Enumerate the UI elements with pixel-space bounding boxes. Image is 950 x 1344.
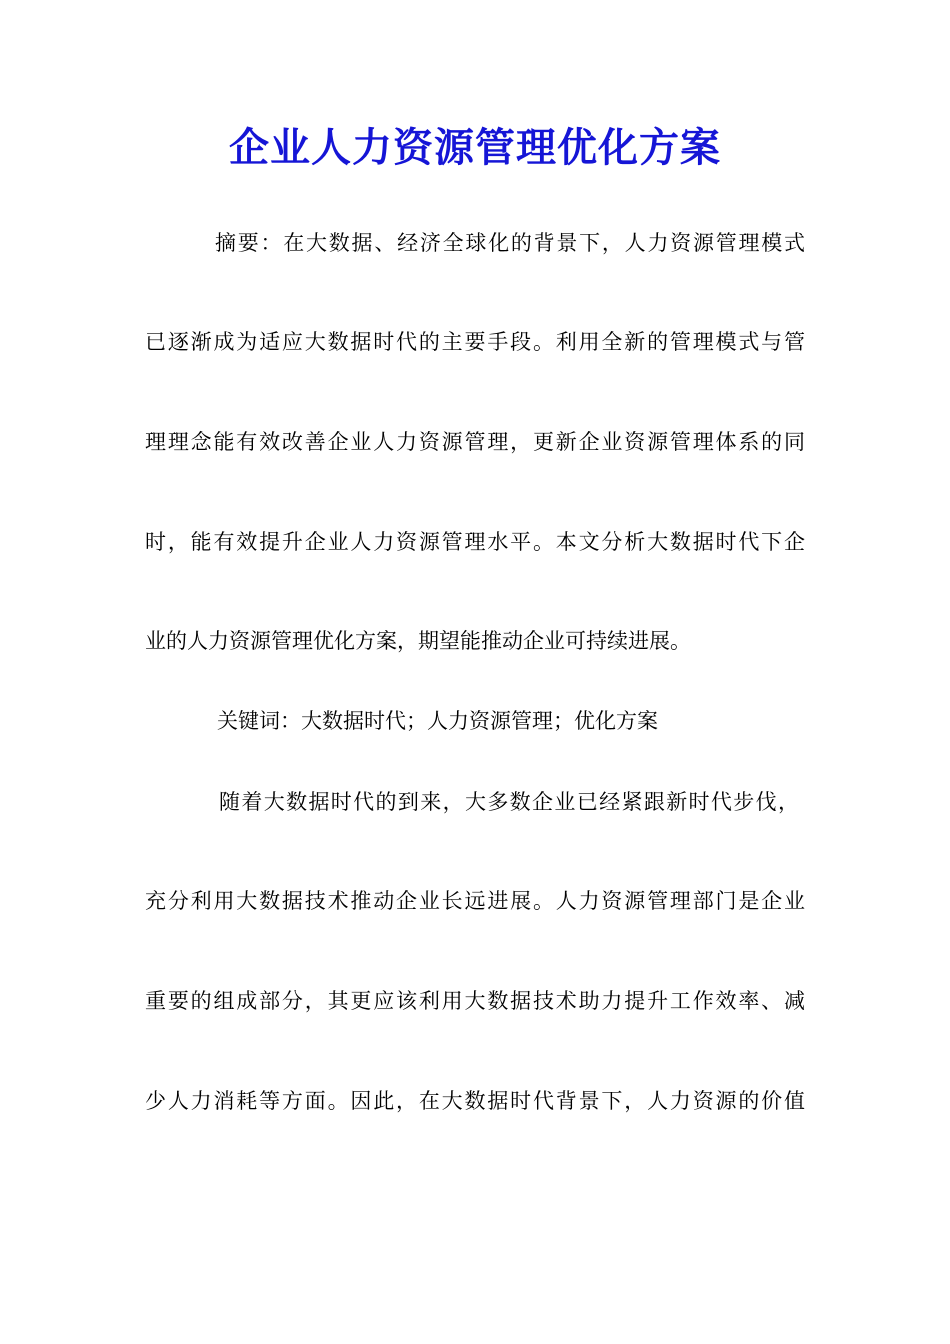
- body-line-4: 少人力消耗等方面。因此，在大数据时代背景下，人力资源的价值: [145, 1089, 805, 1113]
- abstract-line-1: 摘要：在大数据、经济全球化的背景下，人力资源管理模式: [215, 231, 805, 255]
- body-line-3: 重要的组成部分，其更应该利用大数据技术助力提升工作效率、减: [145, 989, 805, 1013]
- keywords-line: 关键词：大数据时代；人力资源管理；优化方案: [217, 709, 658, 733]
- abstract-line-3: 理理念能有效改善企业人力资源管理，更新企业资源管理体系的同: [145, 430, 805, 454]
- body-line-2: 充分利用大数据技术推动企业长远进展。人力资源管理部门是企业: [145, 889, 805, 913]
- document-title: 企业人力资源管理优化方案: [229, 124, 721, 171]
- abstract-line-4: 时，能有效提升企业人力资源管理水平。本文分析大数据时代下企: [145, 530, 805, 554]
- abstract-line-2: 已逐渐成为适应大数据时代的主要手段。利用全新的管理模式与管: [145, 330, 805, 354]
- body-line-1: 随着大数据时代的到来，大多数企业已经紧跟新时代步伐，: [219, 790, 799, 814]
- abstract-line-5: 业的人力资源管理优化方案，期望能推动企业可持续进展。: [145, 629, 691, 653]
